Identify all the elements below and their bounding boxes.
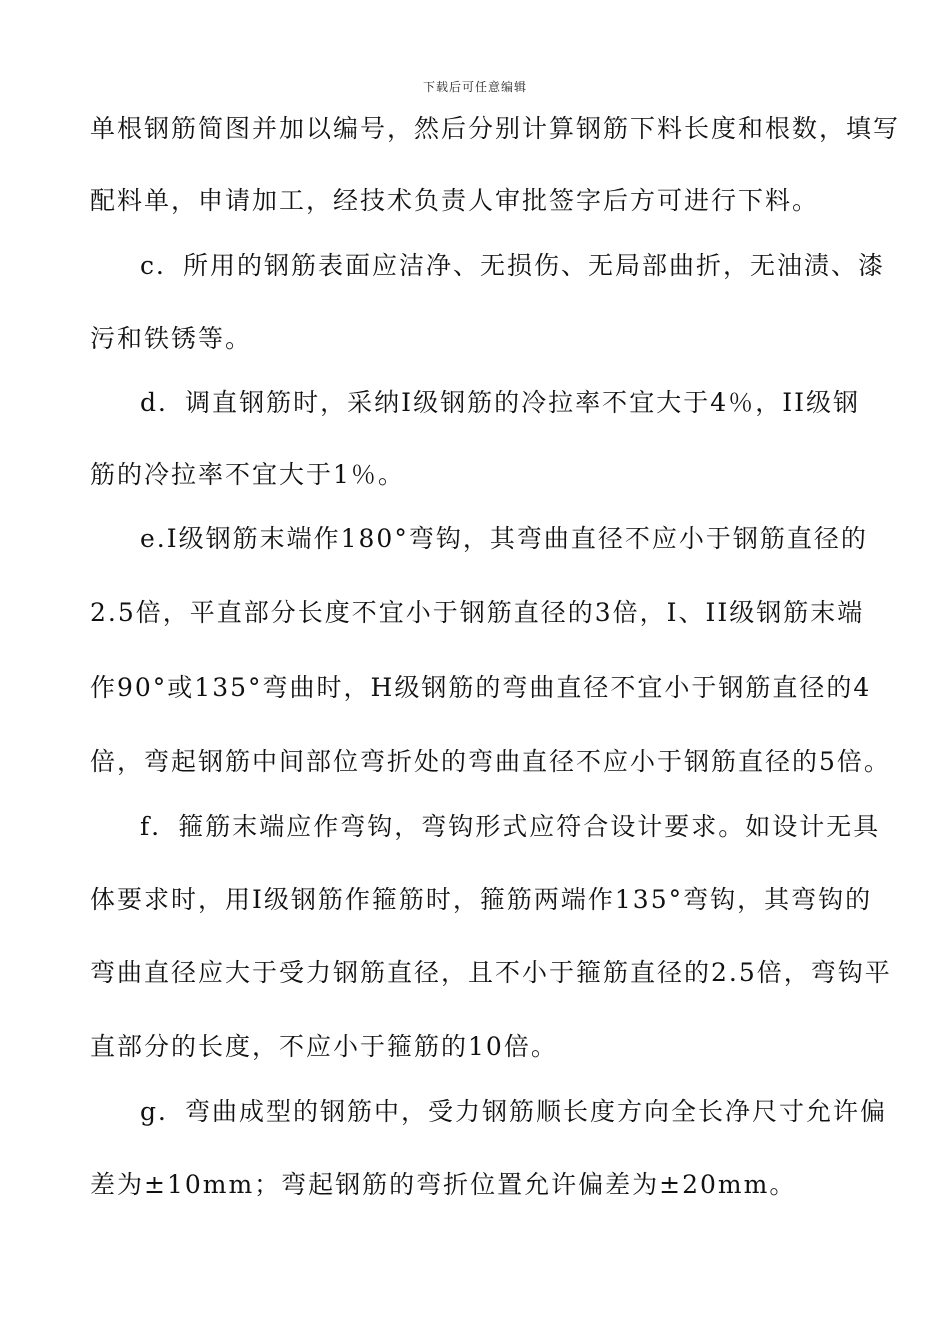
text-line: c．所用的钢筋表面应洁净、无损伤、无局部曲折，无油渍、漆 <box>140 251 886 280</box>
text-line: 污和铁锈等。 <box>90 324 253 353</box>
text-line: 作90°或135°弯曲时，H级钢筋的弯曲直径不宜小于钢筋直径的4 <box>90 673 872 702</box>
text-line: 单根钢筋简图并加以编号，然后分别计算钢筋下料长度和根数，填写 <box>90 114 901 143</box>
text-line: 弯曲直径应大于受力钢筋直径，且不小于箍筋直径的2.5倍，弯钩平 <box>90 958 892 987</box>
text-line: 体要求时，用Ⅰ级钢筋作箍筋时，箍筋两端作135°弯钩，其弯钩的 <box>90 885 873 914</box>
text-line: 倍，弯起钢筋中间部位弯折处的弯曲直径不应小于钢筋直径的5倍。 <box>90 747 891 776</box>
text-line: 配料单，申请加工，经技术负责人审批签字后方可进行下料。 <box>90 186 820 215</box>
text-line: 差为±10mm；弯起钢筋的弯折位置允许偏差为±20mm。 <box>90 1170 797 1199</box>
text-line: 直部分的长度，不应小于箍筋的10倍。 <box>90 1032 558 1061</box>
text-line: 筋的冷拉率不宜大于1％。 <box>90 460 405 489</box>
text-line: 2.5倍，平直部分长度不宜小于钢筋直径的3倍，I、II级钢筋末端 <box>90 598 865 627</box>
text-line: f．箍筋末端应作弯钩，弯钩形式应符合设计要求。如设计无具 <box>140 812 881 841</box>
text-line: e.Ⅰ级钢筋末端作180°弯钩，其弯曲直径不应小于钢筋直径的 <box>140 524 868 553</box>
text-line: g．弯曲成型的钢筋中，受力钢筋顺长度方向全长净尺寸允许偏 <box>140 1097 888 1126</box>
text-line: d．调直钢筋时，采纳Ⅰ级钢筋的冷拉率不宜大于4％，II级钢 <box>140 388 860 417</box>
header-note: 下载后可任意编辑 <box>422 80 527 94</box>
